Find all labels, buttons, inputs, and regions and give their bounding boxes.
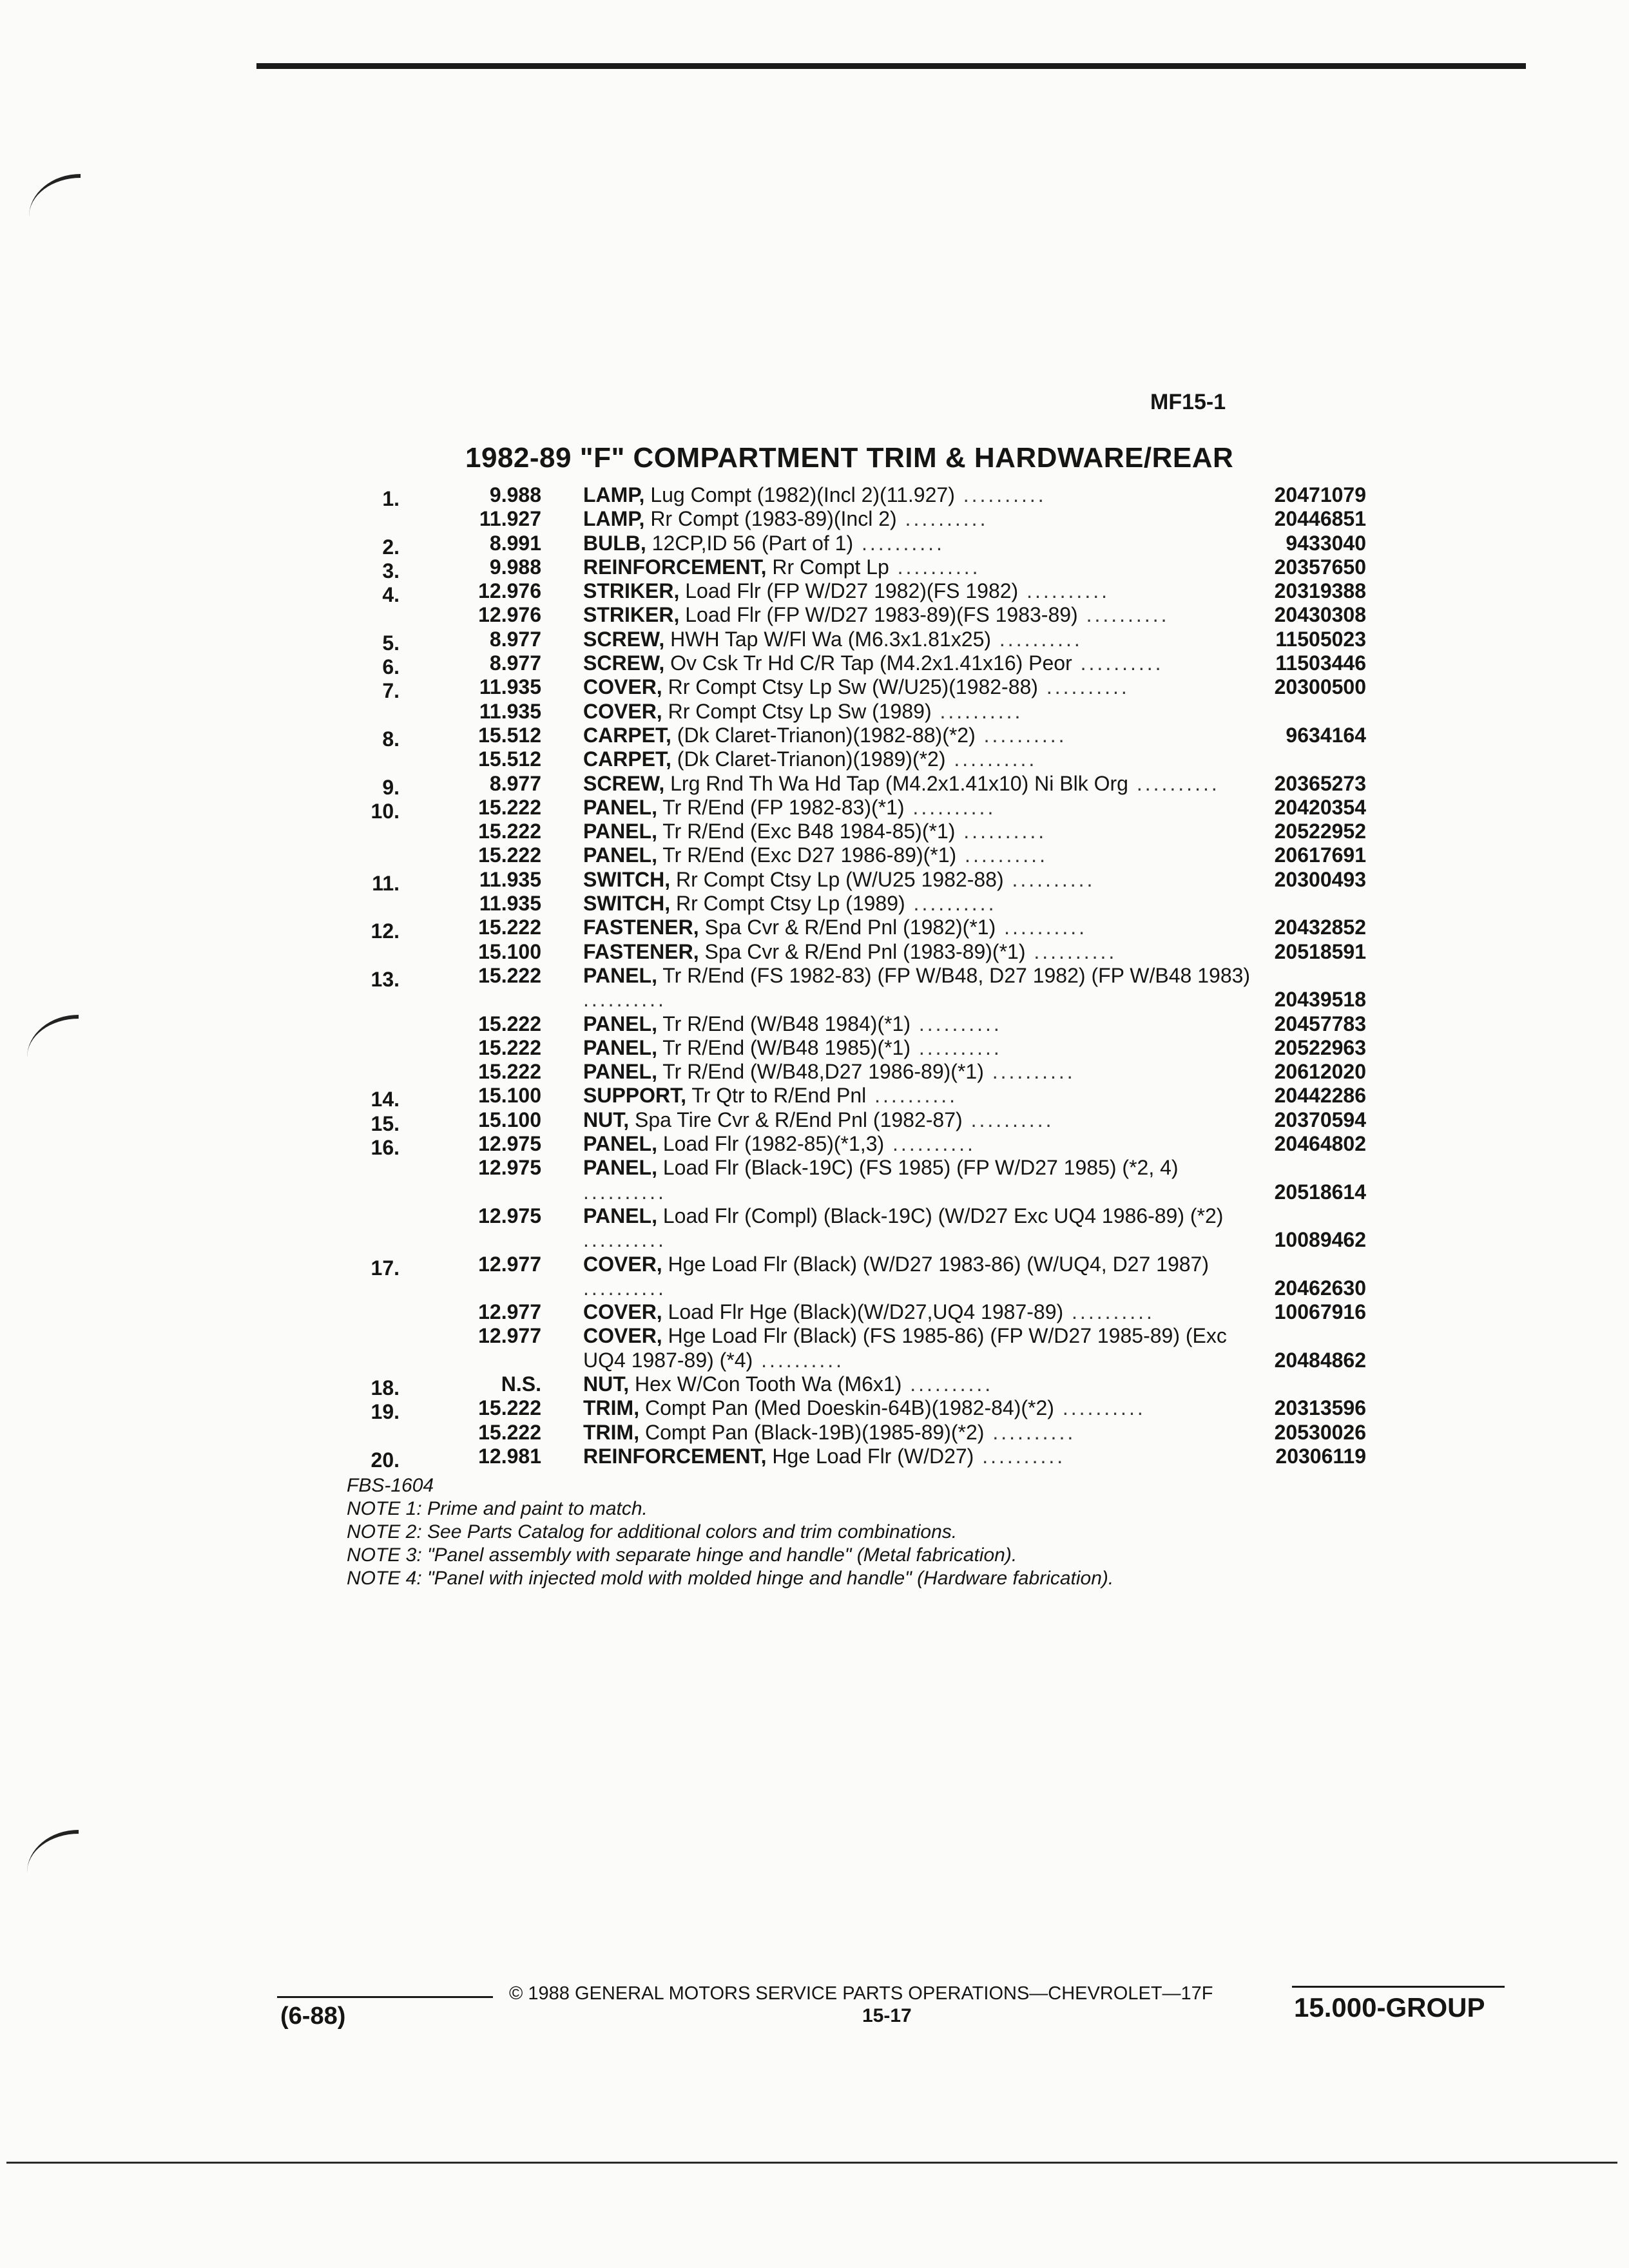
part-number: 20430308 <box>1274 603 1366 627</box>
table-row <box>361 1036 1379 1060</box>
part-detail: Rr Compt (1983-89)(Incl 2) <box>644 507 897 531</box>
item-number: 13. <box>371 967 400 991</box>
leader-dots: .......... <box>1003 867 1095 891</box>
illustration-page: 11.935 <box>479 892 541 916</box>
leader-dots: .......... <box>905 892 997 916</box>
part-detail: Hge Load Flr (Black) (FS 1985-86) (FP W/D27 1985-89) (Exc UQ4 1987-89) (*4) <box>583 1324 1227 1372</box>
part-number: 10067916 <box>1274 1300 1366 1324</box>
item-number: 18. <box>371 1376 400 1399</box>
leader-dots: .......... <box>1063 1300 1155 1324</box>
part-detail: Load Flr (Black-19C) (FS 1985) (FP W/D27 1985) (*2, 4) <box>657 1156 1179 1180</box>
table-row <box>361 507 1379 531</box>
part-description <box>583 724 1260 747</box>
part-description <box>583 916 1260 939</box>
part-description <box>583 628 1260 651</box>
part-detail: Compt Pan (Black-19B)(1985-89)(*2) <box>639 1420 985 1444</box>
part-name: COVER, <box>583 1324 662 1348</box>
part-detail: Hex W/Con Tooth Wa (M6x1) <box>629 1372 902 1396</box>
leader-dots: .......... <box>583 988 666 1012</box>
part-name: SCREW, <box>583 627 665 651</box>
part-name: FASTENER, <box>583 939 699 963</box>
table-row <box>361 1204 1379 1253</box>
part-detail: Hge Load Flr (Black) (W/D27 1983-86) (W/UQ4, D27 1987) <box>662 1252 1209 1276</box>
part-number: 20306119 <box>1275 1444 1366 1468</box>
part-description <box>583 483 1260 507</box>
leader-dots: .......... <box>956 843 1048 867</box>
illustration-page: 12.975 <box>478 1132 541 1156</box>
item-number: 10. <box>371 799 400 823</box>
part-detail: Load Flr Hge (Black)(W/D27,UQ4 1987-89) <box>662 1300 1064 1324</box>
illustration-page: 15.222 <box>478 916 541 939</box>
part-description <box>583 843 1260 867</box>
part-number: 20432852 <box>1274 916 1366 939</box>
part-name: SUPPORT, <box>583 1084 687 1108</box>
item-number: 5. <box>382 631 400 655</box>
item-number: 3. <box>382 559 400 582</box>
table-row <box>361 1132 1379 1160</box>
part-description <box>583 940 1260 964</box>
leader-dots: .......... <box>911 1012 1002 1035</box>
part-name: PANEL, <box>583 1132 657 1156</box>
part-name: FASTENER, <box>583 916 699 939</box>
part-description <box>583 1132 1260 1156</box>
part-number: 20464802 <box>1274 1132 1366 1156</box>
illustration-page: 8.991 <box>489 531 541 555</box>
leader-dots: .......... <box>962 1108 1054 1131</box>
item-number: 14. <box>371 1088 400 1111</box>
leader-dots: .......... <box>866 1084 958 1108</box>
part-number: 20612020 <box>1274 1060 1366 1084</box>
part-number: 20300500 <box>1274 675 1366 699</box>
part-description <box>583 675 1260 699</box>
footer-page-number: 15-17 <box>862 2005 912 2026</box>
footer-rule-left <box>277 1996 493 1998</box>
part-description <box>583 1084 1260 1108</box>
item-number: 6. <box>382 655 400 679</box>
part-number: 9433040 <box>1286 531 1366 555</box>
part-description <box>583 579 1260 603</box>
notes-block <box>347 1474 1113 1590</box>
top-rule <box>256 63 1526 69</box>
part-number: 9634164 <box>1286 723 1366 747</box>
table-row <box>361 1012 1379 1036</box>
item-number: 9. <box>382 775 400 799</box>
part-name: LAMP, <box>583 507 645 531</box>
part-number: 20439518 <box>1274 988 1366 1012</box>
table-row <box>361 603 1379 627</box>
table-row <box>361 964 1379 1012</box>
part-detail: (Dk Claret-Trianon)(1989)(*2) <box>671 747 946 771</box>
part-description <box>583 603 1260 627</box>
table-row <box>361 1444 1379 1472</box>
note-line: NOTE 2: See Parts Catalog for additional colors and trim combinations. <box>347 1521 958 1542</box>
table-row <box>361 1421 1379 1445</box>
part-number: 20530026 <box>1274 1420 1366 1444</box>
illustration-page: 15.222 <box>478 1396 541 1420</box>
part-number: 20446851 <box>1274 507 1366 531</box>
part-detail: Tr R/End (FS 1982-83) (FP W/B48, D27 1982) (FP W/B48 1983) <box>657 963 1251 987</box>
part-detail: Load Flr (FP W/D27 1983-89)(FS 1983-89) <box>679 603 1078 627</box>
part-name: PANEL, <box>583 963 657 987</box>
part-description <box>583 1421 1260 1445</box>
illustration-page: 15.512 <box>478 723 541 747</box>
footer-rule-right <box>1292 1986 1505 1988</box>
part-name: PANEL, <box>583 1156 657 1180</box>
illustration-page: 8.977 <box>489 627 541 651</box>
note-line: NOTE 1: Prime and paint to match. <box>347 1498 648 1519</box>
illustration-page: 15.100 <box>478 1084 541 1108</box>
part-description <box>583 1108 1260 1132</box>
item-number: 1. <box>382 487 400 510</box>
part-name: COVER, <box>583 1300 662 1324</box>
table-row <box>361 771 1379 799</box>
part-description <box>583 892 1260 916</box>
part-description <box>583 1324 1260 1372</box>
illustration-page: 15.222 <box>478 1060 541 1084</box>
part-detail: Tr R/End (Exc B48 1984-85)(*1) <box>657 820 956 843</box>
illustration-page: 12.975 <box>478 1156 541 1180</box>
part-name: PANEL, <box>583 820 657 843</box>
table-row <box>361 555 1379 582</box>
part-detail: Load Flr (Compl) (Black-19C) (W/D27 Exc UQ4 1986-89) (*2) <box>657 1204 1224 1227</box>
part-number: 20319388 <box>1274 579 1366 603</box>
leader-dots: .......... <box>901 1372 994 1396</box>
table-row <box>361 651 1379 679</box>
item-number: 15. <box>371 1111 400 1135</box>
part-name: NUT, <box>583 1108 630 1131</box>
leader-dots: .......... <box>583 1228 666 1252</box>
part-detail: Rr Compt Ctsy Lp (W/U25 1982-88) <box>670 867 1004 891</box>
part-name: PANEL, <box>583 795 657 819</box>
illustration-page: 12.977 <box>478 1300 541 1324</box>
illustration-page: 15.222 <box>478 1420 541 1444</box>
part-detail: (Dk Claret-Trianon)(1982-88)(*2) <box>671 723 976 747</box>
leader-dots: .......... <box>983 1060 1075 1084</box>
part-detail: Rr Compt Ctsy Lp Sw (W/U25)(1982-88) <box>662 675 1038 699</box>
part-name: COVER, <box>583 699 662 723</box>
part-detail: Spa Cvr & R/End Pnl (1982)(*1) <box>699 916 996 939</box>
part-name: PANEL, <box>583 1204 657 1227</box>
part-number: 20518591 <box>1274 939 1366 963</box>
table-row <box>361 1372 1379 1399</box>
part-detail: Compt Pan (Med Doeskin-64B)(1982-84)(*2) <box>639 1396 1054 1420</box>
table-row <box>361 1060 1379 1084</box>
item-number: 7. <box>382 679 400 703</box>
leader-dots: .......... <box>996 916 1088 939</box>
part-description <box>583 651 1260 675</box>
part-name: LAMP, <box>583 483 645 506</box>
table-row <box>361 747 1379 771</box>
part-name: REINFORCEMENT, <box>583 555 767 579</box>
table-row <box>361 843 1379 867</box>
table-row <box>361 579 1379 607</box>
part-detail: Spa Cvr & R/End Pnl (1983-89)(*1) <box>699 939 1026 963</box>
parts-list <box>361 483 1379 1472</box>
part-detail: Tr R/End (FP 1982-83)(*1) <box>657 795 905 819</box>
part-detail: Lrg Rnd Th Wa Hd Tap (M4.2x1.41x10) Ni Blk Org <box>664 771 1128 795</box>
part-description <box>583 772 1260 796</box>
leader-dots: .......... <box>1128 771 1220 795</box>
leader-dots: .......... <box>753 1348 845 1372</box>
part-description <box>583 1060 1260 1084</box>
table-row <box>361 723 1379 751</box>
table-row <box>361 1253 1379 1301</box>
part-number: 20617691 <box>1274 843 1366 867</box>
illustration-page: 9.988 <box>489 555 541 579</box>
part-description <box>583 1445 1260 1468</box>
part-name: CARPET, <box>583 747 671 771</box>
leader-dots: .......... <box>1025 939 1117 963</box>
table-row <box>361 867 1379 895</box>
part-name: REINFORCEMENT, <box>583 1444 767 1468</box>
table-row <box>361 795 1379 823</box>
part-number: 20442286 <box>1274 1084 1366 1108</box>
illustration-page: 8.977 <box>489 771 541 795</box>
part-description <box>583 1204 1260 1253</box>
illustration-page: 12.981 <box>478 1444 541 1468</box>
part-number: 11505023 <box>1275 627 1366 651</box>
part-detail: Tr R/End (Exc D27 1986-89)(*1) <box>657 843 957 867</box>
part-number: 20457783 <box>1274 1012 1366 1035</box>
part-name: PANEL, <box>583 843 657 867</box>
leader-dots: .......... <box>1037 675 1130 699</box>
item-number: 19. <box>371 1400 400 1424</box>
table-row <box>361 675 1379 703</box>
illustration-page: 11.935 <box>479 699 541 723</box>
leader-dots: .......... <box>911 1035 1002 1059</box>
bottom-rule <box>6 2162 1617 2164</box>
illustration-page: 15.222 <box>478 820 541 843</box>
part-name: SWITCH, <box>583 867 671 891</box>
part-name: STRIKER, <box>583 603 680 627</box>
part-number: 11503446 <box>1275 651 1366 675</box>
part-description <box>583 507 1260 531</box>
footer-date: (6-88) <box>280 2003 346 2030</box>
part-description <box>583 820 1260 843</box>
part-number: 20518614 <box>1274 1180 1366 1204</box>
binder-mark-2 <box>27 1015 79 1057</box>
part-number: 20313596 <box>1274 1396 1366 1420</box>
part-name: COVER, <box>583 675 662 699</box>
illustration-page: 12.976 <box>478 603 541 627</box>
part-detail: Tr R/End (W/B48 1985)(*1) <box>657 1035 911 1059</box>
part-name: SCREW, <box>583 771 665 795</box>
illustration-page: 15.222 <box>478 963 541 987</box>
part-number: 20522963 <box>1274 1035 1366 1059</box>
part-name: STRIKER, <box>583 579 680 603</box>
part-detail: Lug Compt (1982)(Incl 2)(11.927) <box>644 483 955 506</box>
item-number: 12. <box>371 919 400 943</box>
part-detail: HWH Tap W/Fl Wa (M6.3x1.81x25) <box>664 627 992 651</box>
table-row <box>361 627 1379 655</box>
leader-dots: .......... <box>955 820 1047 843</box>
part-description <box>583 868 1260 892</box>
part-name: TRIM, <box>583 1396 640 1420</box>
illustration-page: 11.935 <box>479 867 541 891</box>
illustration-page: 11.927 <box>479 507 541 531</box>
part-detail: Rr Compt Ctsy Lp Sw (1989) <box>662 699 932 723</box>
item-number: 2. <box>382 535 400 559</box>
table-row <box>361 1084 1379 1111</box>
binder-mark-1 <box>29 174 81 216</box>
part-description <box>583 1156 1260 1204</box>
table-row <box>361 1300 1379 1324</box>
table-row <box>361 892 1379 916</box>
item-number: 20. <box>371 1448 400 1472</box>
part-detail: Hge Load Flr (W/D27) <box>766 1444 974 1468</box>
part-description <box>583 1396 1260 1420</box>
item-number: 4. <box>382 583 400 607</box>
part-detail: 12CP,ID 56 (Part of 1) <box>646 531 854 555</box>
part-number: 10089462 <box>1274 1228 1366 1252</box>
note-line: NOTE 3: "Panel assembly with separate hinge and handle" (Metal fabrication). <box>347 1544 1017 1566</box>
binder-mark-3 <box>27 1830 79 1872</box>
leader-dots: .......... <box>931 699 1023 723</box>
part-number: 20370594 <box>1274 1108 1366 1131</box>
part-description <box>583 1012 1260 1036</box>
part-name: TRIM, <box>583 1420 640 1444</box>
table-row <box>361 940 1379 964</box>
part-description <box>583 532 1260 555</box>
part-detail: Rr Compt Ctsy Lp (1989) <box>670 892 905 916</box>
illustration-page: 8.977 <box>489 651 541 675</box>
page-id: MF15-1 <box>1150 390 1226 414</box>
item-number: 17. <box>371 1256 400 1280</box>
illustration-page: 15.512 <box>478 747 541 771</box>
part-number: 20365273 <box>1274 771 1366 795</box>
table-row <box>361 483 1379 510</box>
part-name: SCREW, <box>583 651 665 675</box>
part-name: PANEL, <box>583 1060 657 1084</box>
part-description <box>583 700 1260 724</box>
leader-dots: .......... <box>896 507 988 531</box>
part-name: NUT, <box>583 1372 630 1396</box>
illustration-page: N.S. <box>501 1372 541 1396</box>
part-description <box>583 555 1260 579</box>
leader-dots: .......... <box>1018 579 1110 603</box>
leader-dots: .......... <box>1054 1396 1146 1420</box>
part-name: COVER, <box>583 1252 662 1276</box>
part-detail: Spa Tire Cvr & R/End Pnl (1982-87) <box>629 1108 963 1131</box>
part-detail: Load Flr (1982-85)(*1,3) <box>657 1132 885 1156</box>
part-detail: Tr R/End (W/B48,D27 1986-89)(*1) <box>657 1060 984 1084</box>
illustration-page: 15.100 <box>478 939 541 963</box>
part-name: PANEL, <box>583 1035 657 1059</box>
item-number: 16. <box>371 1136 400 1160</box>
table-row <box>361 1396 1379 1424</box>
figure-reference: FBS-1604 <box>347 1475 434 1496</box>
part-name: SWITCH, <box>583 892 671 916</box>
leader-dots: .......... <box>945 747 1037 771</box>
part-number: 20420354 <box>1274 795 1366 819</box>
part-description <box>583 1253 1260 1301</box>
part-detail: Tr R/End (W/B48 1984)(*1) <box>657 1012 911 1035</box>
part-detail: Tr Qtr to R/End Pnl <box>686 1084 867 1108</box>
illustration-page: 15.222 <box>478 1012 541 1035</box>
part-detail: Ov Csk Tr Hd C/R Tap (M4.2x1.41x16) Peor <box>664 651 1072 675</box>
part-detail: Rr Compt Lp <box>766 555 889 579</box>
illustration-page: 15.222 <box>478 843 541 867</box>
illustration-page: 9.988 <box>489 483 541 506</box>
table-row <box>361 820 1379 843</box>
note-line: NOTE 4: "Panel with injected mold with molded hinge and handle" (Hardware fabrication). <box>347 1568 1114 1589</box>
leader-dots: .......... <box>975 723 1067 747</box>
leader-dots: .......... <box>853 531 945 555</box>
part-number: 20357650 <box>1274 555 1366 579</box>
part-description <box>583 796 1260 820</box>
table-row <box>361 1324 1379 1372</box>
leader-dots: .......... <box>1072 651 1164 675</box>
part-number: 20462630 <box>1274 1276 1366 1300</box>
item-number: 11. <box>372 871 400 895</box>
table-row <box>361 1108 1379 1135</box>
table-row <box>361 700 1379 724</box>
illustration-page: 15.222 <box>478 1035 541 1059</box>
part-name: PANEL, <box>583 1012 657 1035</box>
leader-dots: .......... <box>889 555 981 579</box>
table-row <box>361 916 1379 943</box>
illustration-page: 11.935 <box>479 675 541 699</box>
page-title: 1982-89 "F" COMPARTMENT TRIM & HARDWARE/REAR <box>465 442 1234 474</box>
illustration-page: 15.222 <box>478 795 541 819</box>
part-description <box>583 1372 1260 1396</box>
table-row <box>361 531 1379 559</box>
item-number: 8. <box>382 727 400 751</box>
illustration-page: 12.977 <box>478 1324 541 1348</box>
leader-dots: .......... <box>974 1444 1066 1468</box>
footer-copyright: © 1988 GENERAL MOTORS SERVICE PARTS OPERATIONS—CHEVROLET—17F <box>509 1983 1213 2004</box>
illustration-page: 12.975 <box>478 1204 541 1227</box>
part-description <box>583 1300 1260 1324</box>
leader-dots: .......... <box>1077 603 1170 627</box>
leader-dots: .......... <box>984 1420 1076 1444</box>
leader-dots: .......... <box>904 795 996 819</box>
part-detail: Load Flr (FP W/D27 1982)(FS 1982) <box>679 579 1019 603</box>
part-description <box>583 747 1260 771</box>
leader-dots: .......... <box>884 1132 976 1156</box>
leader-dots: .......... <box>991 627 1083 651</box>
illustration-page: 12.976 <box>478 579 541 603</box>
part-description <box>583 1036 1260 1060</box>
leader-dots: .......... <box>954 483 1046 506</box>
part-number: 20471079 <box>1274 483 1366 506</box>
illustration-page: 12.977 <box>478 1252 541 1276</box>
part-number: 20300493 <box>1274 867 1366 891</box>
footer-group: 15.000-GROUP <box>1294 1992 1485 2023</box>
part-name: BULB, <box>583 531 646 555</box>
illustration-page: 15.100 <box>478 1108 541 1131</box>
part-number: 20484862 <box>1274 1348 1366 1372</box>
part-name: CARPET, <box>583 723 671 747</box>
leader-dots: .......... <box>583 1276 666 1300</box>
leader-dots: .......... <box>583 1180 666 1204</box>
part-number: 20522952 <box>1274 820 1366 843</box>
table-row <box>361 1156 1379 1204</box>
part-description <box>583 964 1260 1012</box>
